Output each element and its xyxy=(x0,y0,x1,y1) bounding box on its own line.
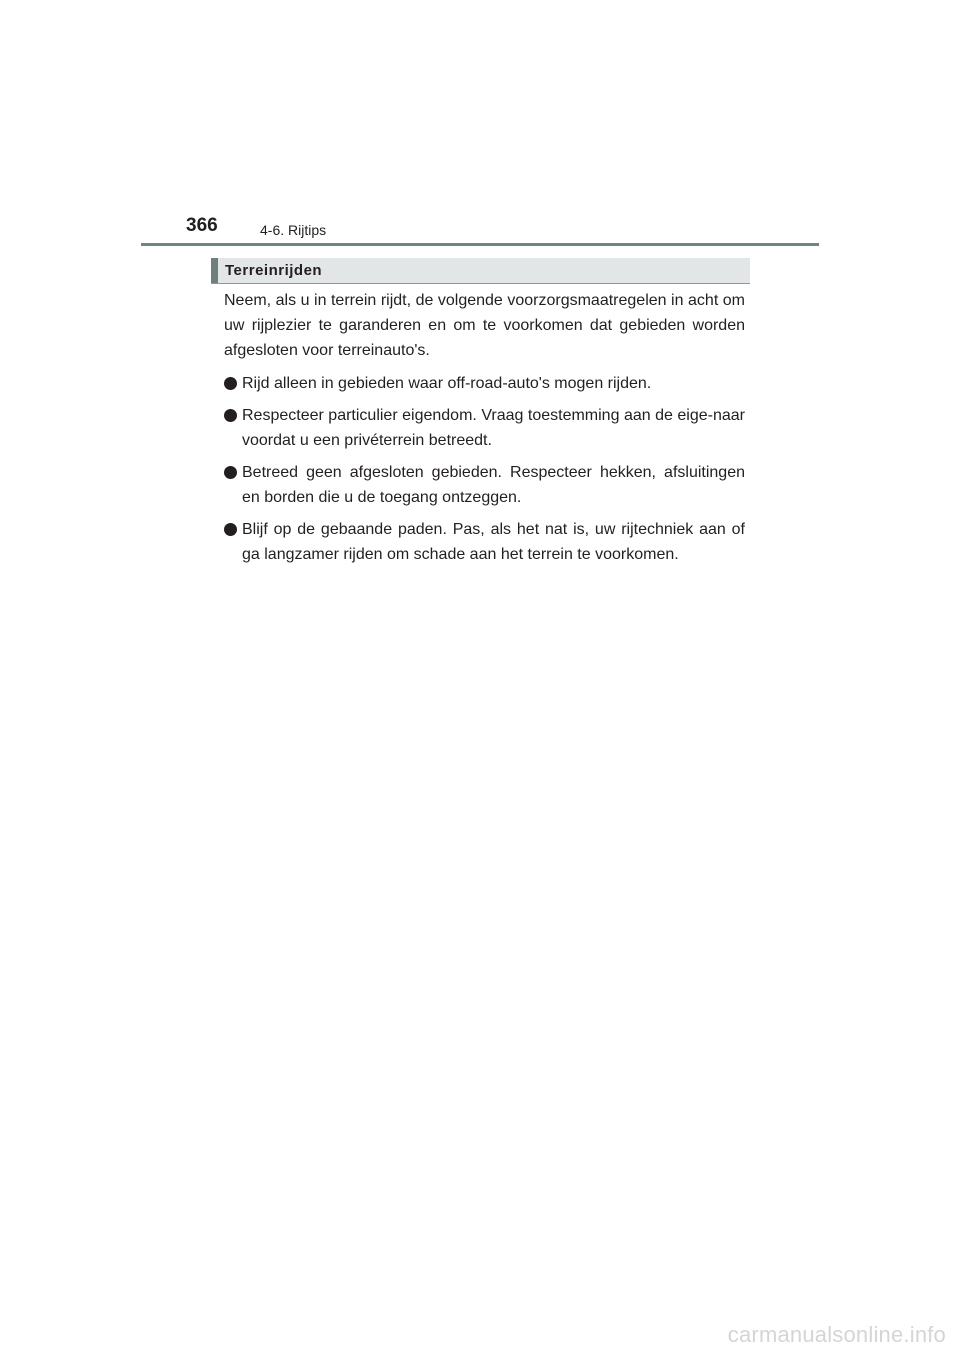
section-heading: Terreinrijden xyxy=(225,262,323,279)
header-divider xyxy=(141,243,819,246)
section-heading-bar xyxy=(211,258,750,284)
heading-accent-marker xyxy=(211,258,218,283)
bullet-dot-icon xyxy=(224,377,237,390)
list-item-text: Blijf op de gebaande paden. Pas, als het nat is, uw rijtechniek aan of ga langzamer rijden om schade aan het terrein te voorkomen. xyxy=(242,521,745,563)
bullet-dot-icon xyxy=(224,466,237,479)
list-item xyxy=(224,517,745,567)
watermark: carmanualsonline.info xyxy=(727,1322,946,1347)
bullet-list xyxy=(224,371,745,567)
list-item-text: Respecteer particulier eigendom. Vraag toestemming aan de eige-naar voordat u een privéterrein betreedt. xyxy=(242,407,745,449)
list-item xyxy=(224,403,745,453)
main-content xyxy=(224,288,745,574)
list-item xyxy=(224,460,745,510)
intro-paragraph: Neem, als u in terrein rijdt, de volgende voorzorgsmaatregelen in acht om uw rijplezier te garanderen en om te voorkomen dat gebieden worden afgesloten voor terreinauto's. xyxy=(224,292,745,359)
page-number: 366 xyxy=(186,215,218,236)
list-item-text: Betreed geen afgesloten gebieden. Respecteer hekken, afsluitingen en borden die u de toegang ontzeggen. xyxy=(242,464,745,506)
bullet-dot-icon xyxy=(224,523,237,536)
list-item-text: Rijd alleen in gebieden waar off-road-auto's mogen rijden. xyxy=(242,375,652,392)
list-item xyxy=(224,371,745,396)
bullet-dot-icon xyxy=(224,409,237,422)
section-label: 4-6. Rijtips xyxy=(260,222,327,238)
